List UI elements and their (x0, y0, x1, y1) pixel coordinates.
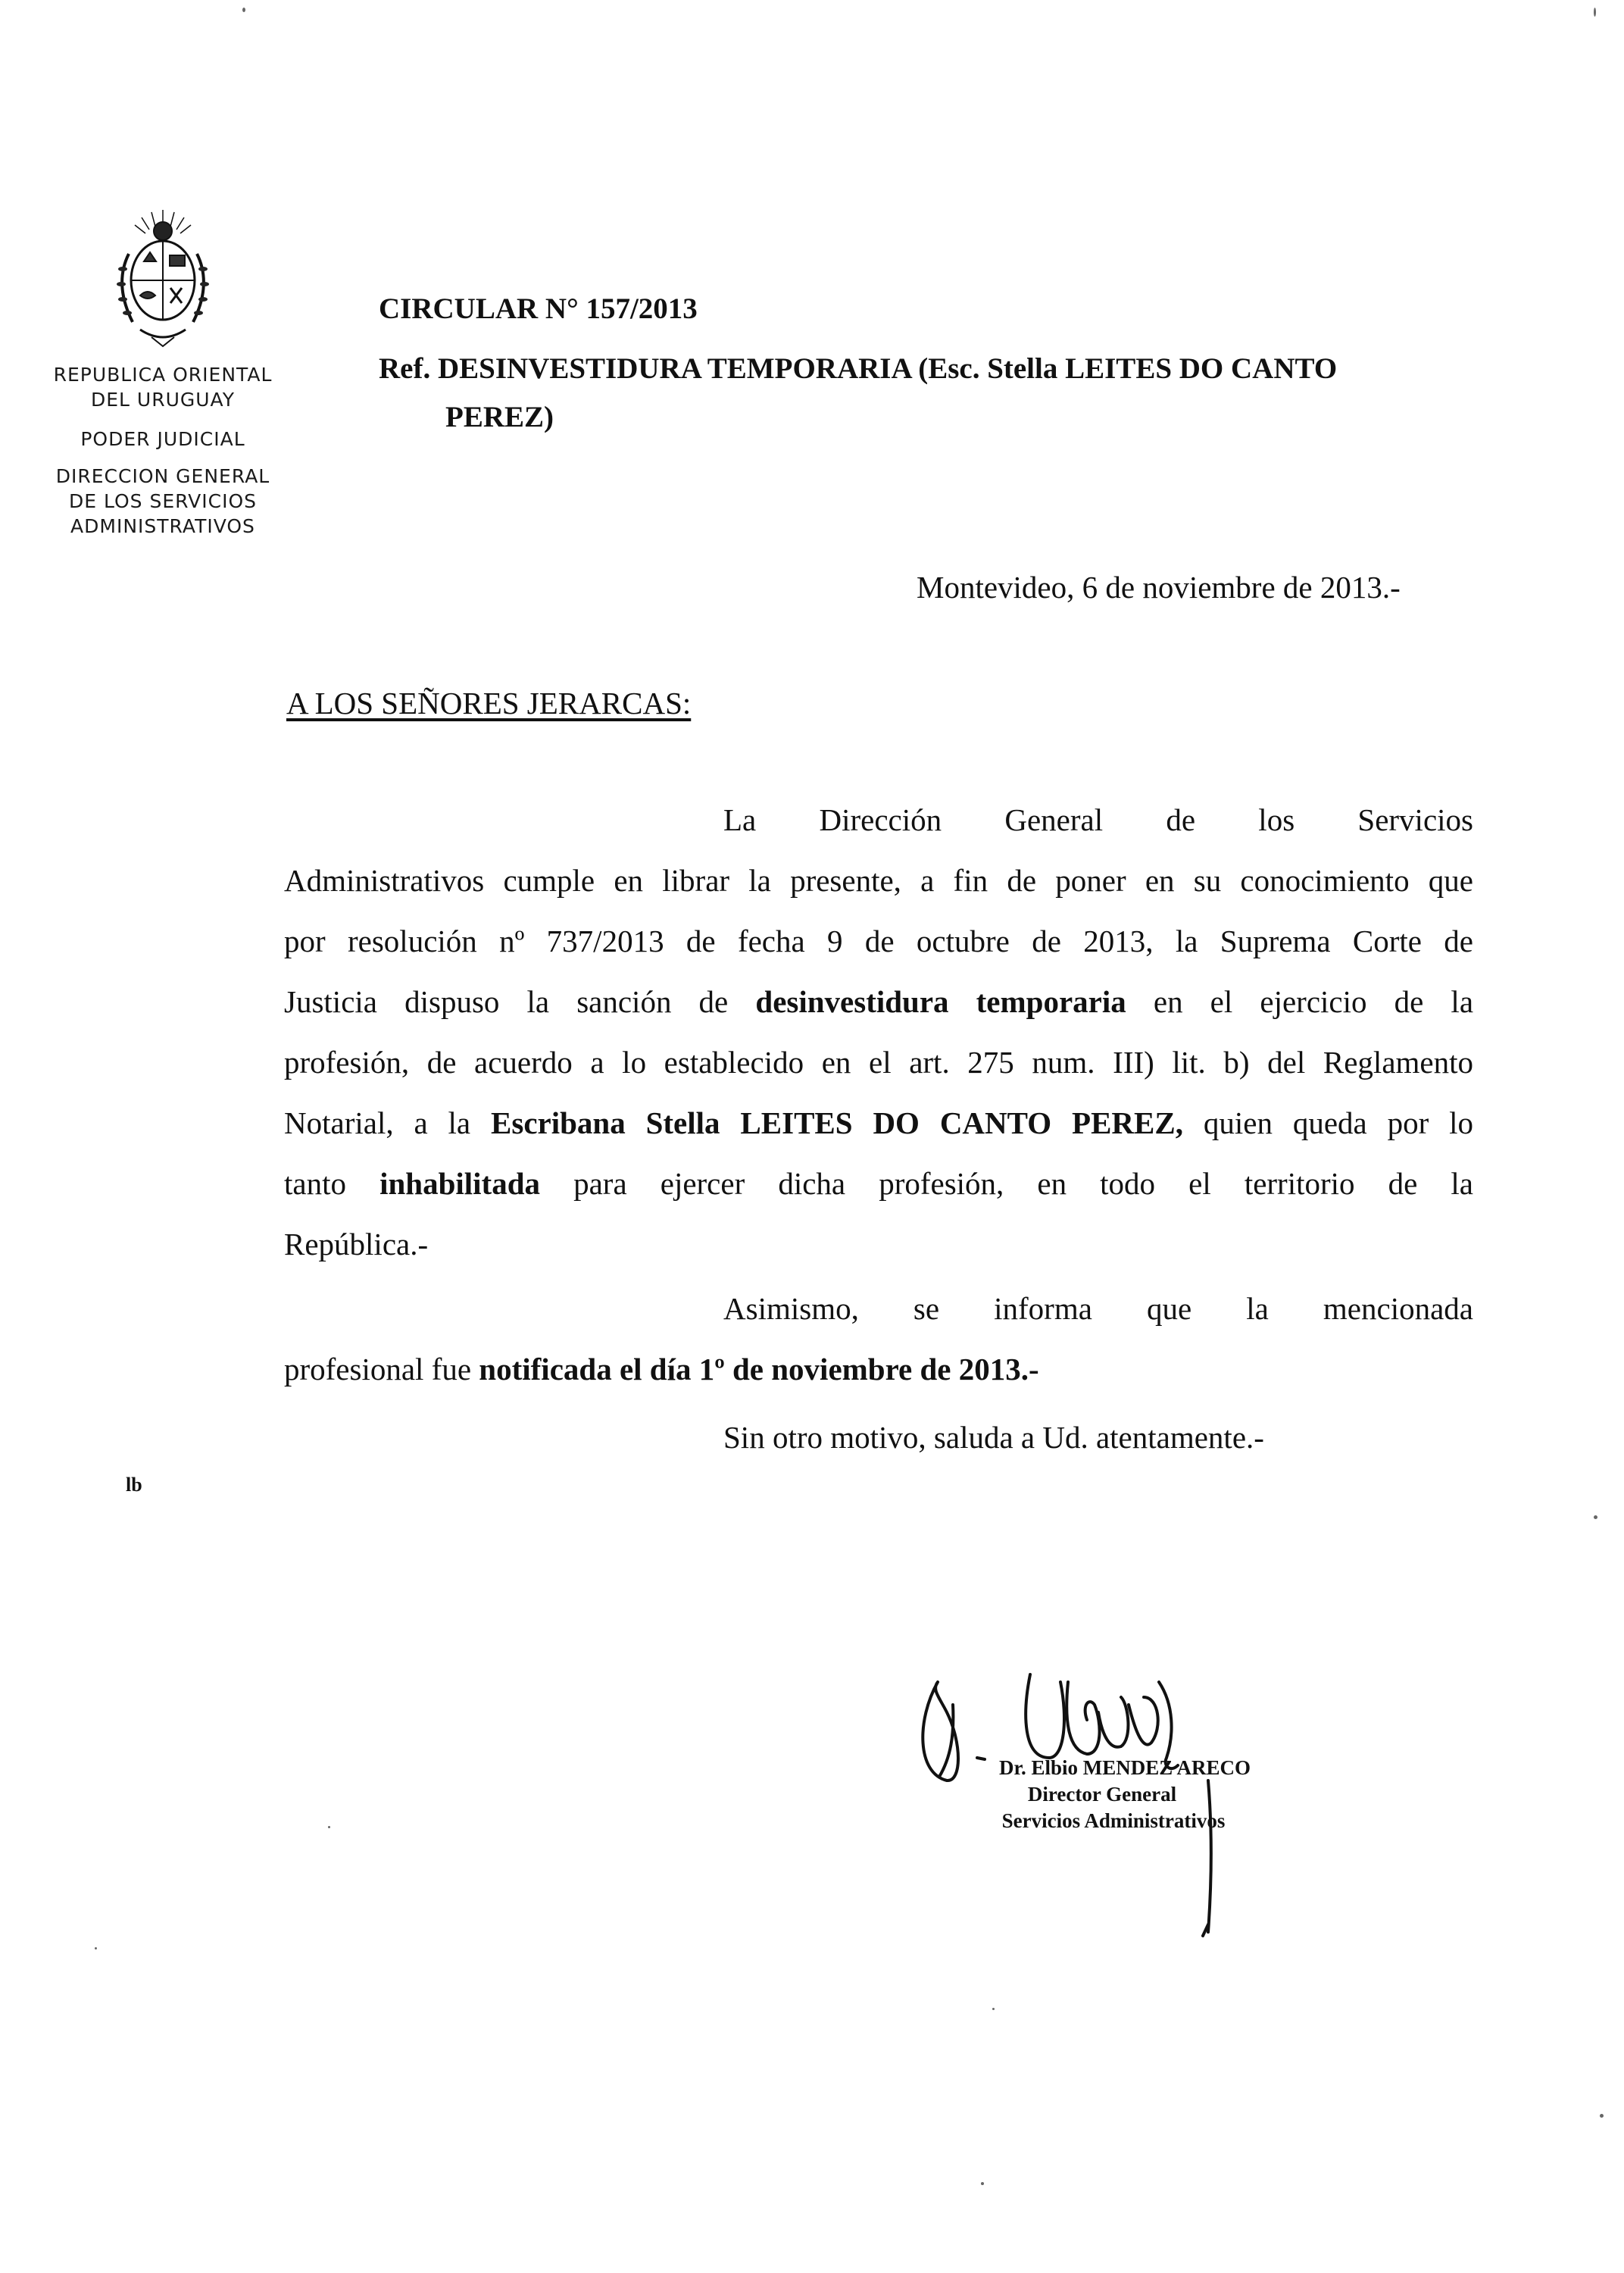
emphasis-text: inhabilitada (379, 1166, 541, 1201)
letterhead-line: DIRECCION GENERAL (55, 465, 270, 487)
text-run: para ejercer dicha profesión, en todo el territorio de la (573, 1166, 1474, 1201)
paragraph-line: Asimismo, se informa que la mencionada (723, 1291, 1473, 1326)
scan-speck (95, 1947, 97, 1949)
paragraph-line (284, 1346, 1039, 1392)
scan-speck (242, 8, 245, 12)
salutation: A LOS SEÑORES JERARCAS: (286, 686, 692, 721)
emphasis-text: desinvestidura temporaria (755, 984, 1126, 1019)
scan-speck (1600, 2114, 1604, 2118)
paragraph-line (284, 1161, 1473, 1206)
letterhead-line: ADMINISTRATIVOS (70, 515, 255, 537)
closing-line: Sin otro motivo, saluda a Ud. atentamente.- (723, 1420, 1264, 1455)
paragraph-line: La Dirección General de los Servicios (723, 802, 1473, 837)
date-line: Montevideo, 6 de noviembre de 2013.- (917, 570, 1401, 605)
typist-initials: lb (126, 1474, 142, 1496)
coat-of-arms-logo (106, 208, 220, 352)
signatory-department: Servicios Administrativos (1001, 1809, 1226, 1832)
text-run: Justicia dispuso la sanción de (284, 984, 729, 1019)
text-run: quien queda por lo (1203, 1105, 1474, 1140)
scan-speck (1594, 1515, 1597, 1519)
paragraph-line: República.- (284, 1227, 429, 1262)
scan-speck (328, 1826, 330, 1828)
signatory-title: Director General (1027, 1783, 1177, 1806)
paragraph-line: por resolución nº 737/2013 de fecha 9 de octubre de 2013, la Suprema Corte de (284, 924, 1473, 958)
reference-line: Ref. DESINVESTIDURA TEMPORARIA (Esc. Stella LEITES DO CANTO (379, 352, 1338, 385)
emphasis-text: Escribana Stella LEITES DO CANTO PEREZ, (491, 1105, 1183, 1140)
paragraph-line (284, 979, 1473, 1024)
signatory-name: Dr. Elbio MENDEZ ARECO (998, 1756, 1251, 1779)
paragraph-line: Administrativos cumple en librar la presente, a fin de poner en su conocimiento que (284, 863, 1473, 898)
letterhead-line: REPUBLICA ORIENTAL (53, 364, 273, 386)
scan-speck (992, 2008, 995, 2010)
text-run: Notarial, a la (284, 1105, 471, 1140)
reference-line: PEREZ) (445, 401, 554, 433)
emphasis-text: notificada el día 1º de noviembre de 2013.- (479, 1352, 1039, 1387)
scan-speck (1594, 8, 1596, 17)
text-run: tanto (284, 1166, 346, 1201)
circular-number: CIRCULAR N° 157/2013 (379, 292, 698, 325)
scan-speck (981, 2182, 984, 2185)
text-run: profesional fue (284, 1352, 472, 1387)
letterhead-line: PODER JUDICIAL (80, 428, 245, 450)
text-run: en el ejercicio de la (1153, 984, 1474, 1019)
letterhead-line: DE LOS SERVICIOS (68, 490, 258, 512)
paragraph-line (284, 1100, 1473, 1146)
paragraph-line: profesión, de acuerdo a lo establecido en el art. 275 num. III) lit. b) del Reglamento (284, 1045, 1473, 1080)
letterhead-line: DEL URUGUAY (91, 389, 235, 411)
